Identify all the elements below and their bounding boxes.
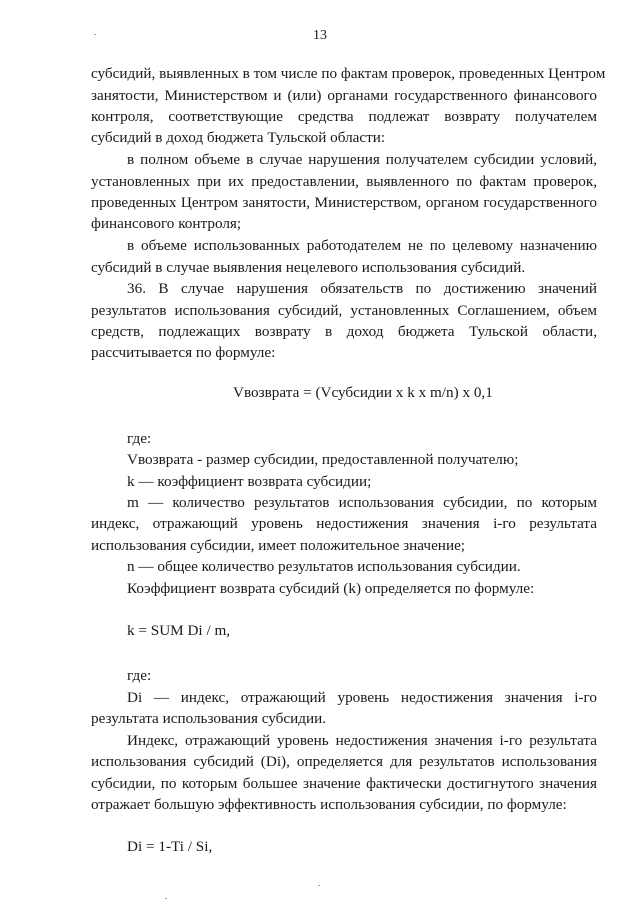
text-line: 36. В случае нарушения обязательств по достижению значений — [127, 280, 597, 297]
text-line: субсидий в доход бюджета Тульской области: — [91, 129, 386, 146]
text-line: субсидий в случае выявления нецелевого использования субсидий. — [91, 259, 526, 276]
text-line: результатов использования субсидий, установленных Соглашением, объем — [91, 302, 597, 319]
text-line: установленных при их предоставлении, выявленного по фактам проверок, — [91, 173, 597, 190]
text-line: результата использования субсидии. — [91, 710, 327, 727]
text-line: n — общее количество результатов использования субсидии. — [127, 558, 521, 575]
where-label: где: — [127, 667, 152, 684]
text-line: использования субсидий (Di), определяется для результатов использования — [91, 753, 597, 770]
text-line: m — количество результатов использования субсидии, по которым — [127, 494, 597, 511]
text-line: Vвозврата - размер субсидии, предоставленной получателю; — [127, 451, 519, 468]
scan-speck — [318, 885, 320, 886]
text-line: в объеме использованных работодателем не по целевому назначению — [127, 237, 597, 254]
text-line: Индекс, отражающий уровень недостижения значения i-го результата — [127, 732, 597, 749]
text-line: Коэффициент возврата субсидий (k) определяется по формуле: — [127, 580, 535, 597]
formula-index: Di = 1-Ti / Si, — [127, 838, 213, 855]
text-line: использования субсидии, имеет положительное значение; — [91, 537, 466, 554]
formula-coefficient: k = SUM Di / m, — [127, 622, 231, 639]
text-line: k — коэффициент возврата субсидии; — [127, 473, 372, 490]
text-line: контроля, соответствующие средства подлежат возврату получателем — [91, 108, 597, 125]
text-line: индекс, отражающий уровень недостижения значения i-го результата — [91, 515, 597, 532]
text-line: финансового контроля; — [91, 215, 242, 232]
text-line: Di — индекс, отражающий уровень недостижения значения i-го — [127, 689, 597, 706]
scan-speck — [94, 34, 96, 35]
text-line: рассчитывается по формуле: — [91, 344, 276, 361]
page-number: 13 — [313, 28, 327, 43]
formula-return-volume: Vвозврата = (Vсубсидии х k х m/n) х 0,1 — [233, 384, 493, 401]
text-line: субсидии, по которым большее значение фактически достигнутого значения — [91, 775, 597, 792]
text-line: средств, подлежащих возврату в доход бюджета Тульской области, — [91, 323, 597, 340]
text-line: отражает большую эффективность использования субсидии, по формуле: — [91, 796, 567, 813]
scan-speck — [165, 898, 167, 899]
text-line: субсидий, выявленных в том числе по фактам проверок, проведенных Центром — [91, 65, 606, 82]
text-line: в полном объеме в случае нарушения получателем субсидии условий, — [127, 151, 597, 168]
where-label: где: — [127, 430, 152, 447]
text-line: проведенных Центром занятости, Министерством, органом государственного — [91, 194, 597, 211]
text-line: занятости, Министерством и (или) органами государственного финансового — [91, 87, 597, 104]
